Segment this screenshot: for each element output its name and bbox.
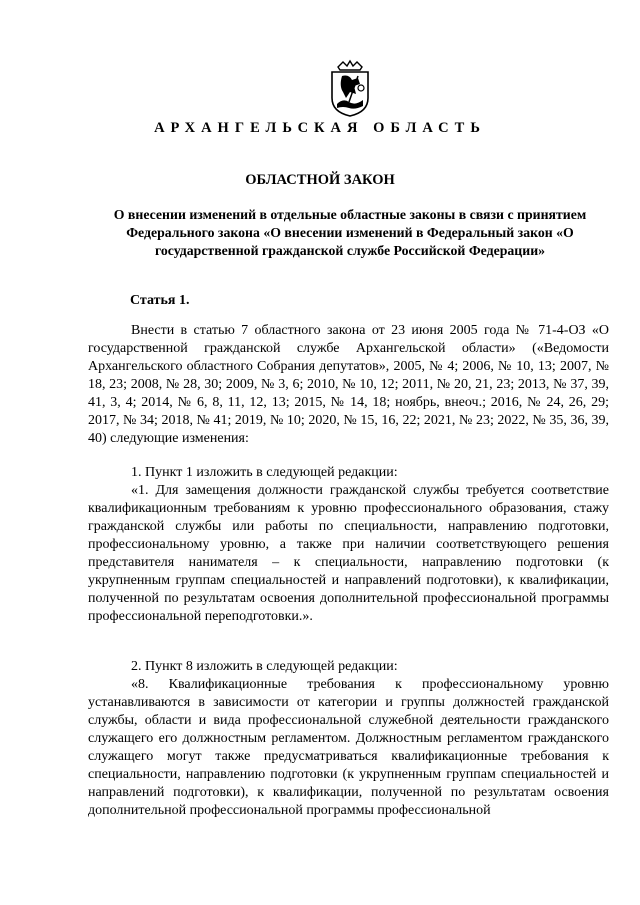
item-1-heading: 1. Пункт 1 изложить в следующей редакции: — [131, 465, 398, 480]
item-1-text: «1. Для замещения должности гражданской службы требуется соответствие квалификационным требованиям к уровню профессионального образования, стажу гражданской службы или работы по специальности, направлению подготовки, профессиональному уровню, а также при наличии соответствующего решения представителя нанимателя – к специальности, направлению подготовки (к укрупненным группам специальностей и направлений подготовки), к квалификации, полученной по результатам освоения дополнительной профессиональной программы профессиональной переподготовки.». — [88, 483, 609, 624]
item-2-heading: 2. Пункт 8 изложить в следующей редакции: — [131, 659, 398, 674]
article-heading: Статья 1. — [130, 293, 190, 308]
item-2-text: «8. Квалификационные требования к профессиональному уровню устанавливаются в зависимости от категории и группы должностей гражданской службы, области и вида профессиональной служебной деятельности гражданского служащего его должностным регламентом. Должностным регламентом гражданского служащего могут также предусматриваться квалификационные требования к специальности, направлению подготовки (к укрупненным группам специальностей и направлений подготовки), к квалификации, полученной по результатам освоения дополнительной профессиональной программы профессиональной — [88, 677, 609, 818]
document-type: ОБЛАСТНОЙ ЗАКОН — [245, 172, 395, 188]
law-title: О внесении изменений в отдельные областные законы в связи с принятием Федерального закона «О внесении изменений в Федеральный закон «О государственной гражданской службе Российской Федерации» — [113, 207, 587, 258]
article-intro-block — [88, 322, 609, 448]
coat-of-arms-icon — [327, 58, 373, 118]
article-intro-paragraph: Внести в статью 7 областного закона от 23 июня 2005 года № 71-4-ОЗ «О государственной гражданской службе Архангельской области» («Ведомости Архангельского областного Собрания депутатов», 2005, № 4; 2006, № 10, 13; 2007, № 18, 23; 2008, № 28, 30; 2009, № 3, 6; 2010, № 10, 12; 2011, № 20, 21, 23; 2013, № 37, 39, 41, 3, 4; 2014, № 6, 8, 11, 12, 13; 2015, № 14, 18; ноябрь, внеоч.; 2016, № 24, 26, 29; 2017, № 34; 2018, № 41; 2019, № 10; 2020, № 15, 16, 22; 2021, № 23; 2022, № 35, 36, 39, 40) следующие изменения: — [88, 323, 609, 446]
item-1-block — [88, 464, 609, 626]
item-2-block — [88, 658, 609, 820]
region-name: АРХАНГЕЛЬСКАЯ ОБЛАСТЬ — [154, 120, 486, 136]
